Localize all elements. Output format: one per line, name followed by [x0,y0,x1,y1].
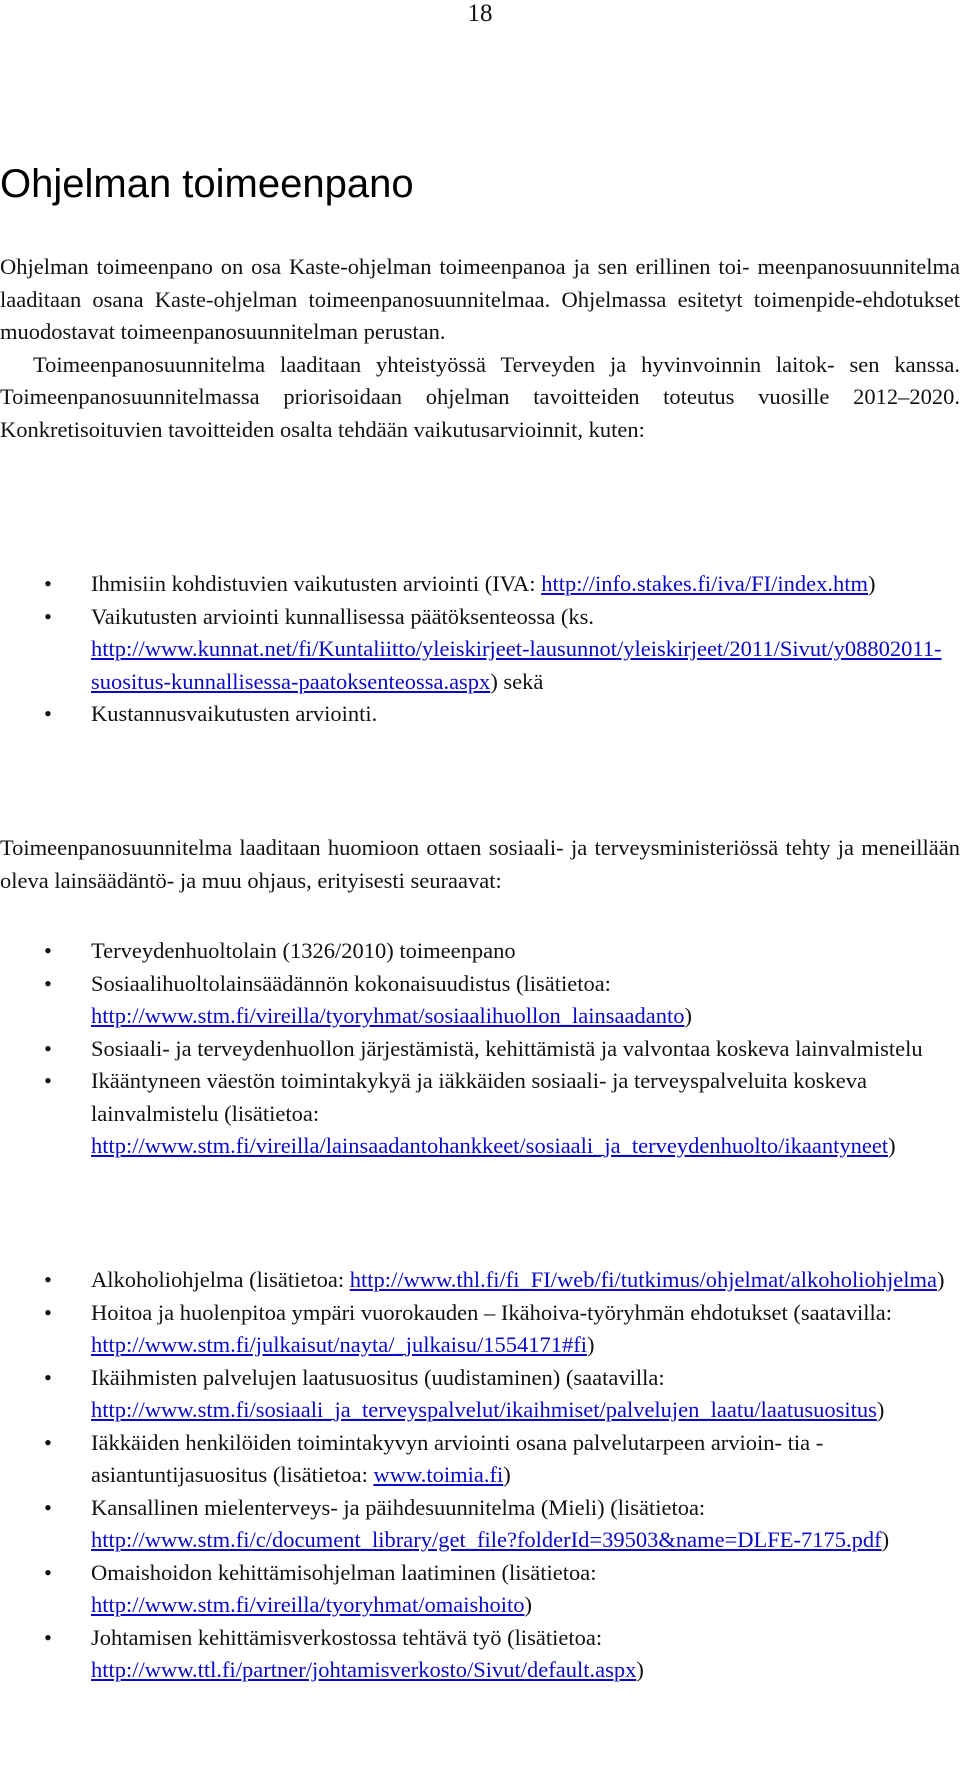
list-item [0,935,960,968]
programmes-list [0,1264,960,1687]
list-item-text-suffix: ) [636,1657,644,1682]
reference-link[interactable]: http://www.stm.fi/vireilla/tyoryhmat/omaishoito [91,1592,525,1617]
list-item-text-suffix: ) [684,1003,692,1028]
reference-link[interactable]: http://www.stm.fi/vireilla/lainsaadantohankkeet/sosiaali_ja_terveydenhuolto/ikaantyneet [91,1133,889,1158]
list-item [0,1362,960,1427]
list-item [0,698,960,731]
legislation-block [0,832,960,897]
list-item-text-suffix: ) [587,1332,595,1357]
intro-paragraph-1: Ohjelman toimeenpano on osa Kaste-ohjelman toimeenpanoa ja sen erillinen toi- meenpanosuunnitelma laaditaan osana Kaste-ohjelman toimeenpanosuunnitelmaa. Ohjelmassa esitetyt toimenpide-ehdotukset muodostavat toimeenpanosuunnitelman perustan. [0,254,960,344]
list-item [0,1622,960,1687]
bullet-icon: • [44,603,52,629]
bullet-icon: • [44,1494,52,1520]
list-item-text: Omaishoidon kehittämisohjelman laatiminen (lisätietoa: [91,1559,597,1585]
bullet-icon: • [44,938,52,963]
list-item-text: Hoitoa ja huolenpitoa ympäri vuorokauden – Ikähoiva-työryhmän ehdotukset (saatavilla: [91,1299,893,1325]
bullet-icon: • [44,701,52,726]
page-number: 18 [467,0,493,27]
list-item-text: Iäkkäiden henkilöiden toimintakyvyn arviointi osana palvelutarpeen arvioin- tia -asiantuntijasuositus (lisätietoa: [91,1429,824,1487]
intro-paragraph-2: Toimeenpanosuunnitelma laaditaan yhteistyössä Terveyden ja hyvinvoinnin laitok- sen kanssa. Toimeenpanosuunnitelmassa priorisoidaan ohjelman tavoitteiden toteutus vuosille 2012–2020. Konkretisoituvien tavoitteiden osalta tehdään vaikutusarvioinnit, kuten: [0,351,960,442]
list-item [0,1065,960,1163]
bullet-icon: • [44,970,52,996]
legislation-paragraph: Toimeenpanosuunnitelma laaditaan huomioon ottaen sosiaali- ja terveysministeriössä tehty ja meneillään oleva lainsäädäntö- ja muu ohjaus, erityisesti seuraavat: [0,835,960,893]
list-item-text: Sosiaali- ja terveydenhuollon järjestämistä, kehittämistä ja valvontaa koskeva lainvalmistelu [91,1035,923,1061]
list-item [0,601,960,699]
list-item-text: Ikääntyneen väestön toimintakykyä ja iäkkäiden sosiaali- ja terveyspalveluita koskeva lainvalmistelu (lisätietoa: [91,1068,867,1126]
bullet-icon: • [44,571,52,596]
list-item [0,1297,960,1362]
list-item [0,1033,960,1066]
list-item-text: Terveydenhuoltolain (1326/2010) toimeenpano [91,938,516,963]
list-item-text: Sosiaalihuoltolainsäädännön kokonaisuudistus (lisätietoa: [91,970,611,996]
legislation-list [0,935,960,1163]
list-item-text-suffix: ) [868,571,876,596]
bullet-icon: • [44,1035,52,1061]
list-item-text: Alkoholiohjelma (lisätietoa: [91,1267,350,1292]
bullet-icon: • [44,1068,52,1093]
bullet-icon: • [44,1267,52,1292]
reference-link[interactable]: www.toimia.fi [373,1462,504,1487]
list-item-text-suffix: ) [876,1397,885,1422]
list-item-text: Kansallinen mielenterveys- ja päihdesuunnitelma (Mieli) (lisätietoa: [91,1494,706,1520]
bullet-icon: • [44,1364,52,1390]
list-item-text-suffix: ) [881,1527,890,1552]
list-item [0,968,960,1033]
list-item-text-suffix: ) [524,1592,532,1617]
reference-link[interactable]: http://www.stm.fi/sosiaali_ja_terveyspalvelut/ikaihmiset/palvelujen_laatu/laatusuositus [91,1397,877,1422]
bullet-icon: • [44,1624,52,1650]
list-item-text-suffix: ) sekä [490,668,544,694]
impact-assessment-list [0,568,960,731]
list-item-text: Johtamisen kehittämisverkostossa tehtävä työ (lisätietoa: [91,1624,603,1650]
list-item-text: Kustannusvaikutusten arviointi. [91,701,378,726]
bullet-icon: • [44,1299,52,1325]
list-item [0,1264,960,1297]
list-item-text: Vaikutusten arviointi kunnallisessa päätöksenteossa (ks. [91,603,595,629]
list-item [0,1427,960,1492]
list-item-text-suffix: ) [503,1462,511,1487]
list-item-text-suffix: ) [936,1267,945,1292]
reference-link[interactable]: http://www.stm.fi/c/document_library/get_file?folderId=39503&name=DLFE-7175.pdf [91,1527,882,1552]
section-heading: Ohjelman toimeenpano [0,162,414,206]
list-item [0,568,960,601]
reference-link[interactable]: http://info.stakes.fi/iva/FI/index.htm [541,571,869,596]
bullet-icon: • [44,1559,52,1585]
bullet-icon: • [44,1429,52,1455]
list-item-text: Ihmisiin kohdistuvien vaikutusten arviointi (IVA: [91,571,542,596]
list-item [0,1492,960,1557]
list-item [0,1557,960,1622]
reference-link[interactable]: http://www.kunnat.net/fi/Kuntaliitto/yleiskirjeet-lausunnot/yleiskirjeet/2011/Sivut/y08802011-suositus-kunnallisessa-paatoksenteossa.aspx [91,636,942,694]
reference-link[interactable]: http://www.stm.fi/julkaisut/nayta/_julkaisu/1554171#fi [91,1332,588,1357]
reference-link[interactable]: http://www.stm.fi/vireilla/tyoryhmat/sosiaalihuollon_lainsaadanto [91,1003,685,1028]
list-item-text: Ikäihmisten palvelujen laatusuositus (uudistaminen) (saatavilla: [91,1364,665,1390]
reference-link[interactable]: http://www.thl.fi/fi_FI/web/fi/tutkimus/ohjelmat/alkoholiohjelma [349,1267,937,1292]
list-item-text-suffix: ) [888,1133,896,1158]
intro-block [0,251,960,446]
reference-link[interactable]: http://www.ttl.fi/partner/johtamisverkosto/Sivut/default.aspx [91,1657,637,1682]
